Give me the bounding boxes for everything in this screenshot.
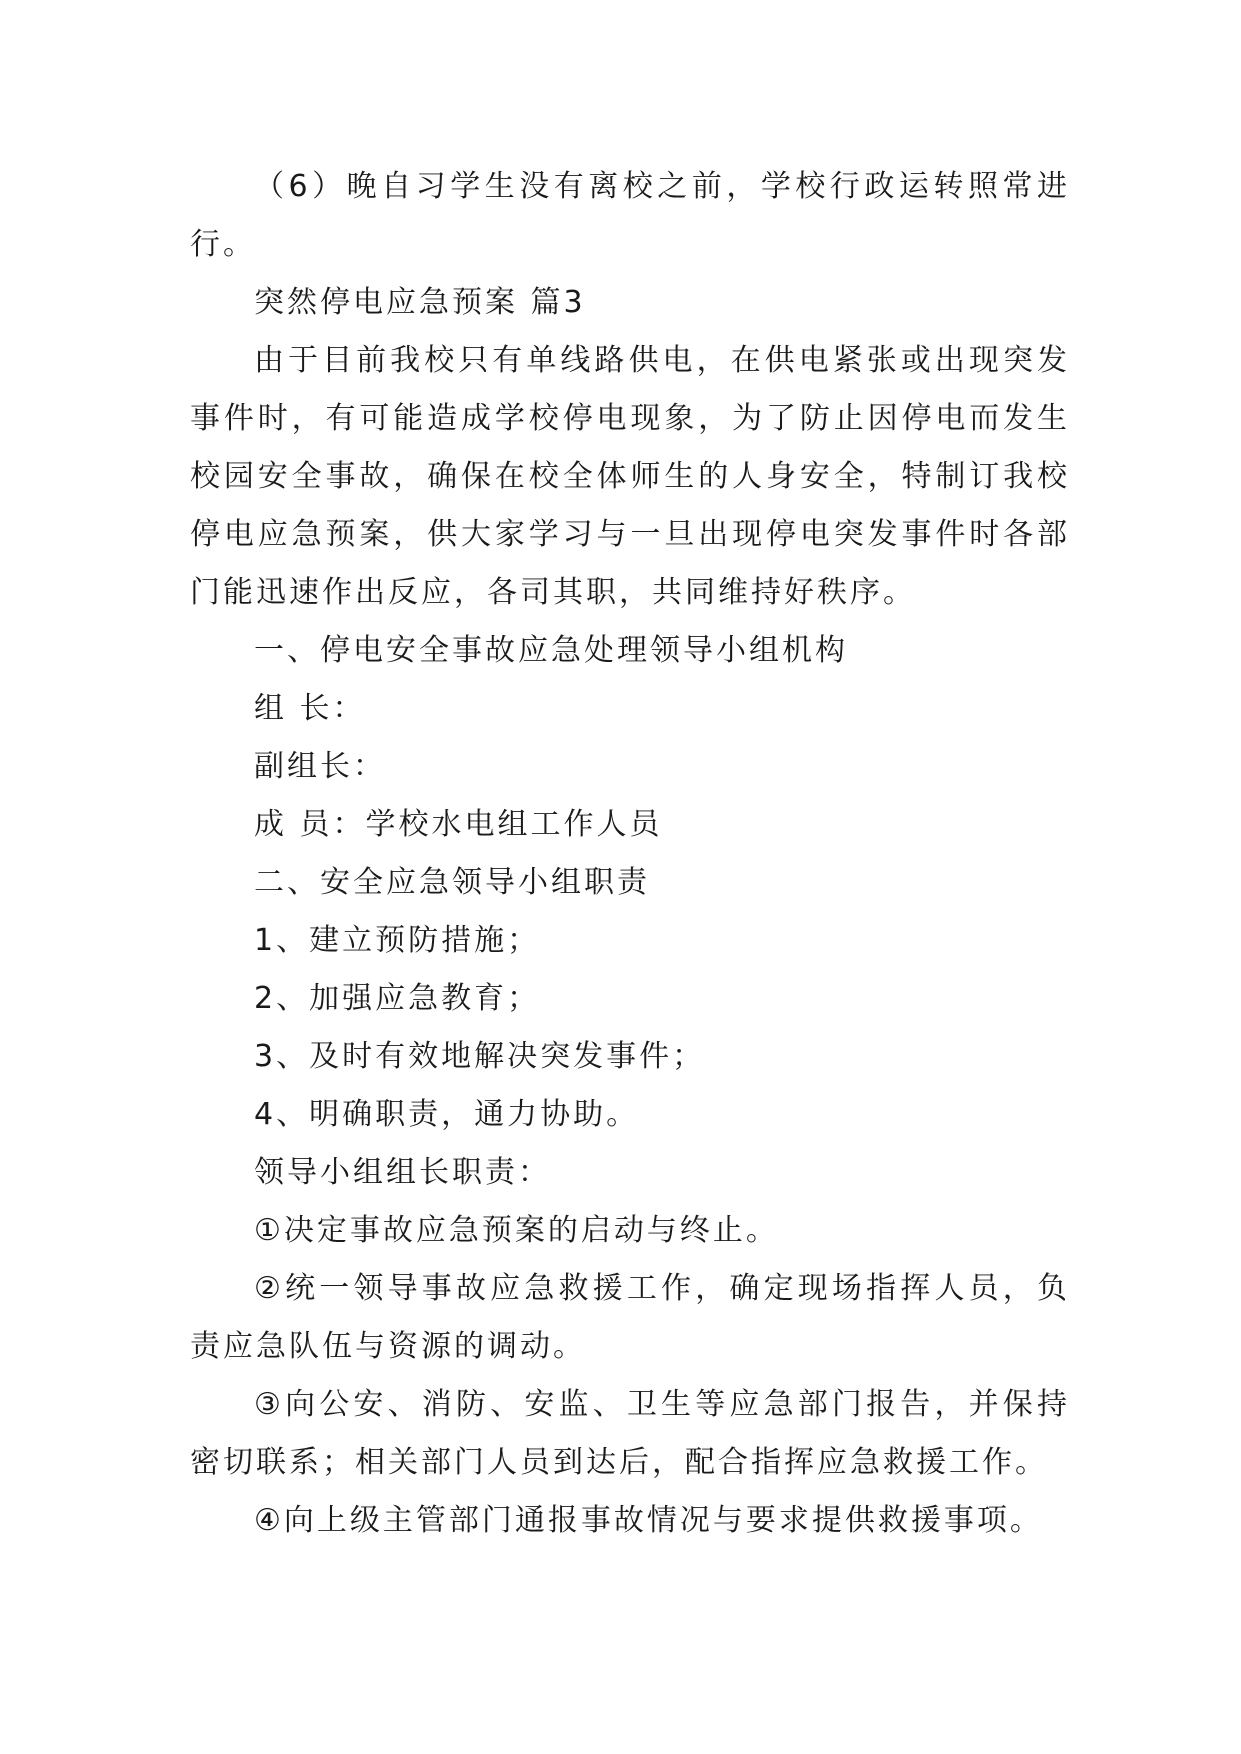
leader-duty-1: ①决定事故应急预案的启动与终止。 xyxy=(254,1213,779,1248)
section-heading-plan-3: 突然停电应急预案 篇3 xyxy=(254,285,586,320)
duty-item-4: 4、明确职责，通力协助。 xyxy=(254,1097,640,1132)
leader-duty-4: ④向上级主管部门通报事故情况与要求提供救援事项。 xyxy=(254,1503,1043,1538)
duty-item-3: 3、及时有效地解决突发事件； xyxy=(254,1039,706,1074)
members-line: 成 员：学校水电组工作人员 xyxy=(254,807,663,842)
paragraph-intro: 由于目前我校只有单线路供电，在供电紧张或出现突发事件时，有可能造成学校停电现象，为了防止因停电而发生校园安全事故，确保在校全体师生的人身安全，特制订我校停电应急预案，供大家学习与一旦出现停电突发事件时各部门能迅速作出反应，各司其职，共同维持好秩序。 xyxy=(190,343,1070,610)
document-body xyxy=(190,158,1070,1550)
paragraph-evening-study: （6）晚自习学生没有离校之前，学校行政运转照常进行。 xyxy=(190,169,1070,262)
group-leader-line: 组 长： xyxy=(254,691,366,726)
heading-leader-duties: 领导小组组长职责： xyxy=(254,1155,551,1190)
heading-leadership-group: 一、停电安全事故应急处理领导小组机构 xyxy=(254,633,848,668)
leader-duty-2: ②统一领导事故应急救援工作，确定现场指挥人员，负责应急队伍与资源的调动。 xyxy=(190,1271,1070,1364)
duty-item-2: 2、加强应急教育； xyxy=(254,981,541,1016)
deputy-leader-line: 副组长： xyxy=(254,749,386,784)
duty-item-1: 1、建立预防措施； xyxy=(254,923,541,958)
leader-duty-3: ③向公安、消防、安监、卫生等应急部门报告，并保持密切联系；相关部门人员到达后，配合指挥应急救援工作。 xyxy=(190,1387,1070,1480)
heading-group-duties: 二、安全应急领导小组职责 xyxy=(254,865,650,900)
